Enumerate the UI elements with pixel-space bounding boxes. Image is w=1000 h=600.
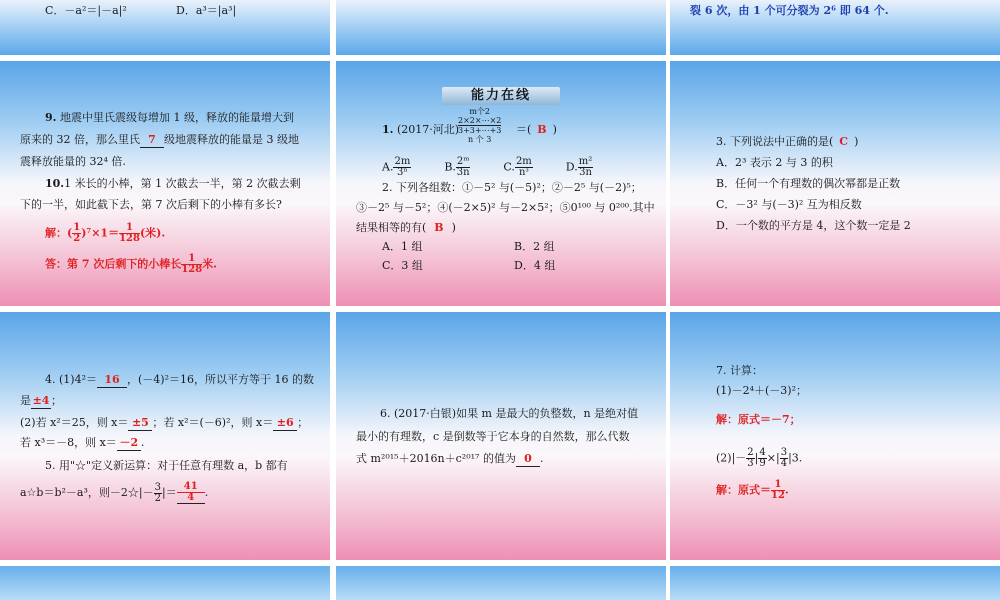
text-fragment: a☆b＝b²－a³，则－2☆ bbox=[20, 486, 139, 499]
question-text bbox=[716, 448, 802, 469]
solution-line bbox=[716, 480, 789, 501]
answer-blank: 7 bbox=[140, 133, 164, 148]
option-c: C．－3² 与(－3)² 互为相反数 bbox=[716, 198, 862, 211]
slide-tile-q7 bbox=[670, 312, 1000, 560]
question-text: 式 m²⁰¹⁵＋2016n＋c²⁰¹⁷ 的值为 bbox=[356, 452, 516, 465]
question-text: ③－2⁵ 与－5²；④(－2×5)² 与－2×5²；⑤0¹⁰⁰ 与 0²⁰⁰.其中 bbox=[356, 201, 655, 214]
answer-blank: ±6 bbox=[273, 416, 297, 431]
text-fragment: (米). bbox=[139, 226, 166, 240]
question-number: 10. bbox=[45, 177, 65, 190]
question-text: 7. 计算： bbox=[716, 364, 763, 377]
text-fragment: A. bbox=[382, 160, 394, 174]
text-fragment: 米. bbox=[202, 257, 218, 271]
text-fragment: ×| bbox=[766, 451, 780, 465]
section-banner: 能力在线 bbox=[442, 87, 560, 105]
text-fragment: 2m bbox=[515, 156, 532, 167]
text-fragment: 3 bbox=[747, 458, 754, 469]
answer-blank: －2 bbox=[117, 436, 141, 451]
text-fragment: 答：第 7 次后剩下的小棒长 bbox=[45, 257, 182, 271]
text-fragment: 3 bbox=[791, 451, 799, 465]
text-fragment: 2ᵐ bbox=[456, 156, 470, 167]
text-fragment: 41 bbox=[177, 482, 205, 493]
text-fragment: ) bbox=[854, 135, 859, 148]
question-text: a☆b＝b²－a³，则－2☆|－ $\frac{3}{2}$ |＝ $\frac{41}{4}$ . bbox=[20, 481, 209, 504]
question-text: 下的一半，如此截下去，第 7 次后剩下的小棒有多长? bbox=[20, 198, 282, 211]
option-b: B．任何一个有理数的偶次幂都是正数 bbox=[716, 177, 901, 190]
option-c: C．3 组 bbox=[382, 259, 423, 272]
text-fragment: )⁷×1＝ bbox=[81, 226, 120, 240]
text-fragment: 3n bbox=[579, 167, 592, 178]
question-source: (2017·河北) bbox=[396, 123, 460, 136]
answer-text: 裂 6 次，由 1 个可分裂为 2⁶ 即 64 个. bbox=[690, 4, 889, 17]
question-text: 结果相等的有( bbox=[356, 221, 427, 234]
answer-blank: 16 bbox=[97, 373, 127, 388]
text-fragment: 是 bbox=[20, 394, 31, 407]
text-fragment: 2m bbox=[394, 156, 411, 167]
text-fragment: 4 bbox=[187, 492, 195, 503]
answer-choice: B bbox=[434, 221, 444, 234]
text-fragment: 解：原式＝ bbox=[716, 483, 771, 497]
slide-tile-ability-online bbox=[336, 61, 666, 306]
question-text: 级地震释放的能量是 3 级地 bbox=[164, 133, 299, 146]
slide-tile-q6 bbox=[336, 312, 666, 560]
answer-blank: ±5 bbox=[128, 416, 152, 431]
text-fragment: ) bbox=[451, 221, 456, 234]
option-d: D．一个数的平方是 4，这个数一定是 2 bbox=[716, 219, 911, 232]
text-fragment: ) bbox=[552, 123, 557, 136]
option-a: A．2³ 表示 2 与 3 的积 bbox=[716, 156, 833, 169]
question-text: 最小的有理数，c 是倒数等于它本身的自然数，那么代数 bbox=[356, 430, 630, 443]
text-fragment: 3+3+⋯+3 bbox=[458, 126, 502, 135]
question-text: 5. 用"☆"定义新运算：对于任意有理数 a，b 都有 bbox=[45, 459, 288, 472]
text-fragment: ；若 x²＝(－6)²，则 x＝ bbox=[152, 416, 274, 429]
text-fragment: 1 bbox=[771, 480, 785, 491]
text-fragment: C. bbox=[503, 160, 515, 174]
text-fragment: B. bbox=[444, 160, 456, 174]
option-a: A．1 组 bbox=[382, 240, 423, 253]
option-c-text: C．－a²＝|－a|² bbox=[45, 4, 127, 17]
text-fragment: 1 bbox=[73, 222, 81, 233]
slide-tile-top-middle bbox=[336, 0, 666, 55]
text-fragment: ； bbox=[297, 416, 309, 429]
text-fragment: ，(－4)²＝16，所以平方等于 16 的数 bbox=[126, 373, 314, 386]
question-text: 6. (2017·白银)如果 m 是最大的负整数，n 是绝对值 bbox=[380, 407, 639, 420]
text-fragment: ＝ bbox=[165, 486, 177, 499]
slide-tile-q9-q10 bbox=[0, 61, 330, 306]
text-fragment: . bbox=[798, 451, 803, 465]
question-text: 原来的 32 倍，那么里氏 bbox=[20, 133, 140, 146]
slide-tile-q4-q5 bbox=[0, 312, 330, 560]
slide-tile-top-left bbox=[0, 0, 330, 55]
solution-line bbox=[45, 223, 165, 244]
slide-tile-top-right bbox=[670, 0, 1000, 55]
text-fragment: . bbox=[784, 483, 789, 497]
answer-blank: ±4 bbox=[32, 394, 50, 407]
question-number: 9. bbox=[45, 111, 57, 124]
text-fragment: 3ⁿ bbox=[397, 167, 408, 178]
slide-tile-q3 bbox=[670, 61, 1000, 306]
text-fragment: | bbox=[788, 451, 792, 465]
answer-line bbox=[45, 254, 217, 275]
text-fragment: m² bbox=[578, 156, 593, 167]
text-fragment: m个2 bbox=[469, 107, 491, 116]
q1-equals: ＝( bbox=[516, 123, 532, 136]
text-fragment: (2)|－ bbox=[716, 451, 747, 465]
text-fragment: 128 bbox=[119, 233, 140, 244]
text-fragment: 4 bbox=[780, 458, 788, 469]
question-text: 地震中里氏震级每增加 1 级，释放的能量增大到 bbox=[59, 111, 294, 124]
solution-line: 解：原式＝－7； bbox=[716, 413, 801, 426]
text-fragment: 2 bbox=[73, 233, 81, 244]
text-fragment: 4 bbox=[759, 447, 766, 458]
question-text: 1 米长的小棒，第 1 次截去一半，第 2 次截去剩 bbox=[64, 177, 301, 190]
q1-expression bbox=[458, 107, 501, 144]
text-fragment: 解：( bbox=[45, 226, 73, 240]
question-number: 1. bbox=[382, 123, 394, 136]
answer-choice: C bbox=[839, 135, 849, 148]
question-text: 2. 下列各组数：①－5² 与(－5)²；②－2⁵ 与(－2)⁵； bbox=[382, 181, 642, 194]
text-fragment: | bbox=[754, 451, 759, 465]
question-text: (1)－2⁴＋(－3)²； bbox=[716, 384, 807, 397]
text-fragment: 128 bbox=[181, 264, 203, 275]
text-fragment: 2 bbox=[747, 447, 754, 458]
text-fragment: . bbox=[204, 486, 209, 499]
text-fragment: 3 bbox=[154, 481, 161, 493]
text-fragment: n 个 3 bbox=[468, 135, 492, 144]
text-fragment: 3 bbox=[780, 447, 788, 458]
text-fragment: ； bbox=[51, 394, 62, 407]
answer-choice: B bbox=[537, 123, 547, 136]
option-b: B．2 组 bbox=[514, 240, 555, 253]
answer-blank: 0 bbox=[516, 452, 540, 467]
question-text: 若 x³＝－8，则 x＝ bbox=[20, 436, 117, 449]
text-fragment: 2 bbox=[154, 492, 161, 504]
text-fragment: 2×2×⋯×2 bbox=[458, 116, 502, 125]
question-text: 3. 下列说法中正确的是( bbox=[716, 135, 834, 148]
text-fragment: 1 bbox=[181, 254, 202, 265]
text-fragment: 1 bbox=[119, 223, 140, 234]
option-d-text: D．a³＝|a³| bbox=[176, 4, 237, 17]
slide-tile-bottom-middle bbox=[336, 566, 666, 600]
question-text: (2)若 x²＝25，则 x＝ bbox=[20, 416, 129, 429]
text-fragment: 12 bbox=[771, 490, 785, 501]
slide-tile-bottom-left bbox=[0, 566, 330, 600]
text-fragment: 3n bbox=[456, 167, 470, 178]
q1-options bbox=[382, 157, 593, 178]
text-fragment: nᵌ bbox=[518, 167, 529, 178]
question-text: 4. (1)4²＝ bbox=[45, 373, 97, 386]
text-fragment: D. bbox=[565, 160, 578, 174]
slide-tile-bottom-right bbox=[670, 566, 1000, 600]
text-fragment: . bbox=[140, 436, 145, 449]
text-fragment: . bbox=[539, 452, 544, 465]
text-fragment: 9 bbox=[759, 458, 766, 469]
option-d: D．4 组 bbox=[514, 259, 556, 272]
question-text: 震释放能量的 32⁴ 倍. bbox=[20, 155, 126, 168]
